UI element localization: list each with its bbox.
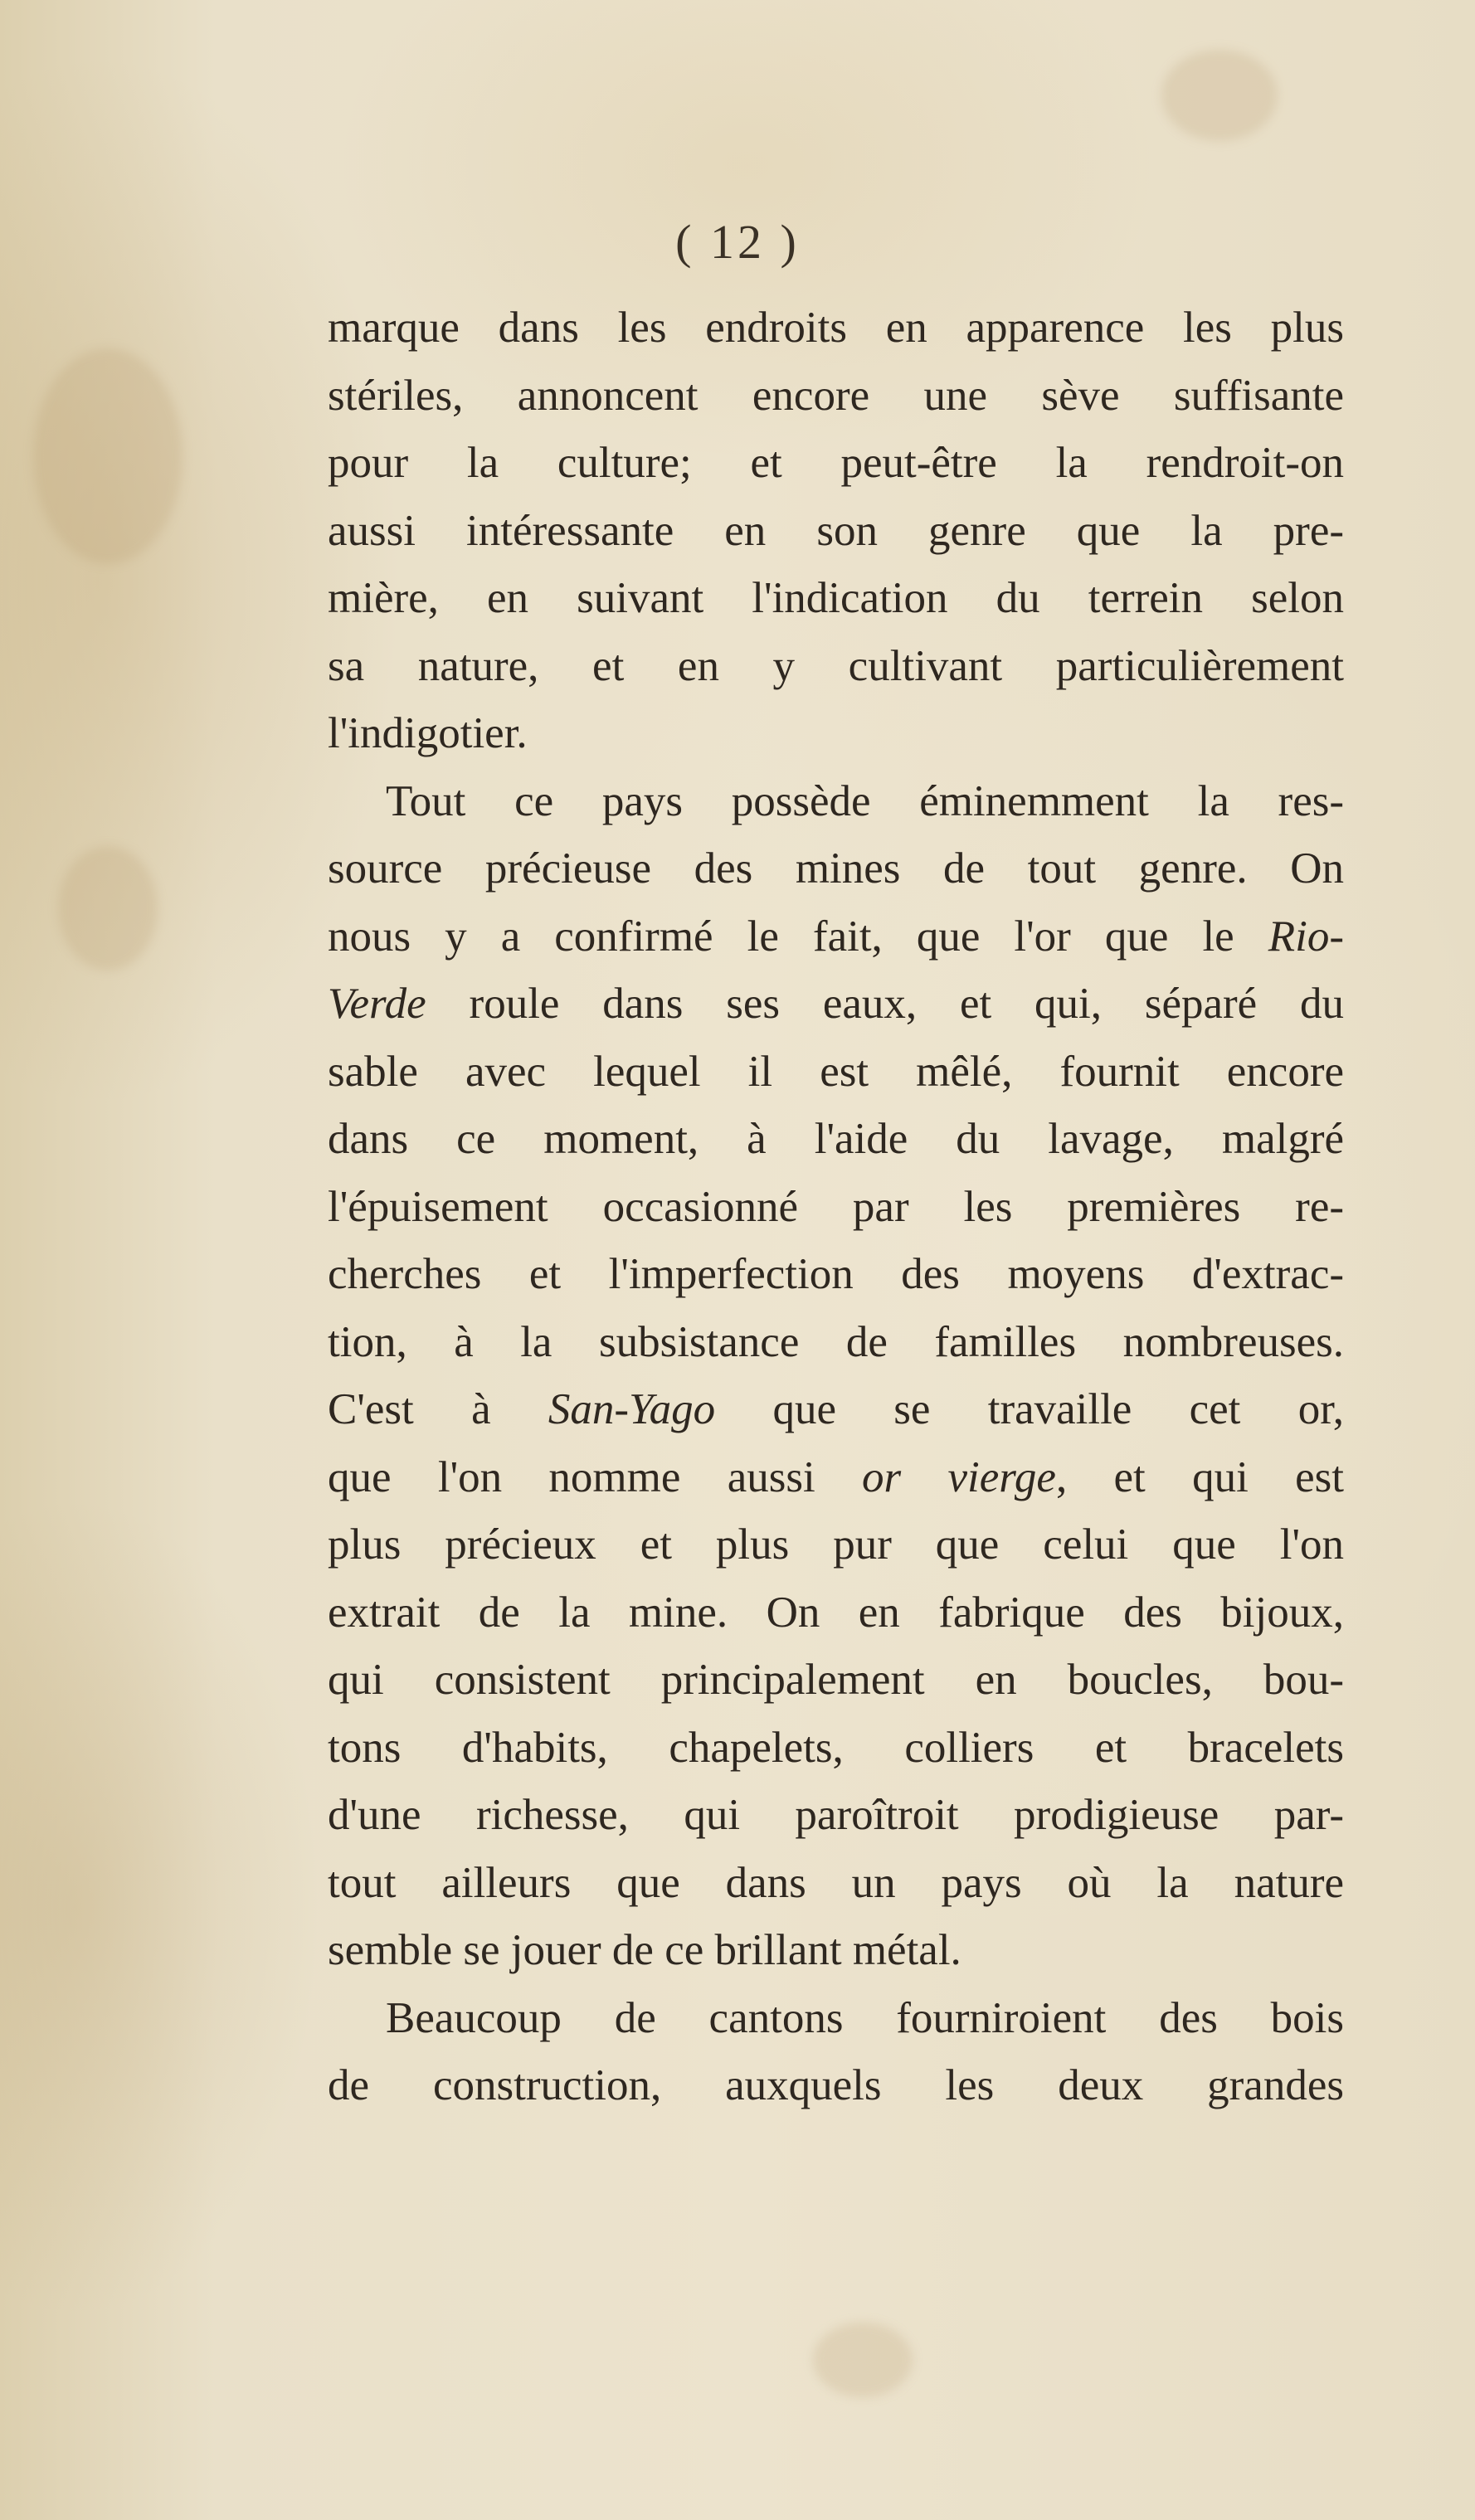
- paper-stain: [58, 846, 158, 971]
- text-line: l'indigotier.: [328, 709, 528, 757]
- italic-term: or vierge: [862, 1452, 1056, 1501]
- paper-stain: [1161, 50, 1278, 141]
- text-line: aussi intéressante en son genre que la pre-: [328, 506, 1344, 555]
- body-text: [328, 294, 1344, 2120]
- italic-place-name: Verde: [328, 980, 426, 1028]
- paper-stain: [813, 2323, 913, 2397]
- text-line: extrait de la mine. On en fabrique des bijoux,: [328, 1588, 1344, 1637]
- text-line: de construction, auxquels les deux grandes: [328, 2061, 1344, 2109]
- text-line: tons d'habits, chapelets, colliers et bracelets: [328, 1723, 1344, 1772]
- text-line: Verde roule dans ses eaux, et qui, séparé du: [328, 980, 1344, 1028]
- paragraph: [328, 1985, 1344, 2120]
- text-line: que l'on nomme aussi or vierge, et qui est: [328, 1452, 1344, 1501]
- paper-stain: [33, 348, 183, 564]
- text-line: marque dans les endroits en apparence les plus: [328, 304, 1344, 352]
- italic-place-name: San-Yago: [548, 1385, 716, 1433]
- text-line: sa nature, et en y cultivant particulièrement: [328, 641, 1344, 690]
- text-line: tout ailleurs que dans un pays où la nature: [328, 1858, 1344, 1907]
- page-number: ( 12 ): [675, 215, 800, 269]
- text-line: d'une richesse, qui paroîtroit prodigieuse par-: [328, 1791, 1344, 1839]
- text-line: qui consistent principalement en boucles, bou-: [328, 1656, 1344, 1704]
- text-line: Tout ce pays possède éminemment la res-: [386, 776, 1344, 825]
- text-line: pour la culture; et peut-être la rendroit-on: [328, 439, 1344, 487]
- text-line: tion, à la subsistance de familles nombreuses.: [328, 1317, 1344, 1366]
- text-line: sable avec lequel il est mêlé, fournit encore: [328, 1047, 1344, 1096]
- text-line: C'est à San-Yago que se travaille cet or,: [328, 1385, 1344, 1433]
- paragraph: [328, 768, 1344, 1985]
- text-line: l'épuisement occasionné par les premières re-: [328, 1182, 1344, 1231]
- italic-place-name: Rio-: [1268, 912, 1344, 961]
- paragraph: [328, 294, 1344, 768]
- text-line: semble se jouer de ce brillant métal.: [328, 1926, 961, 1974]
- text-line: plus précieux et plus pur que celui que l'on: [328, 1520, 1344, 1569]
- text-line: dans ce moment, à l'aide du lavage, malgré: [328, 1115, 1344, 1163]
- text-line: mière, en suivant l'indication du terrein selon: [328, 574, 1344, 622]
- text-line: stériles, annoncent encore une sève suffisante: [328, 371, 1344, 420]
- text-line: nous y a confirmé le fait, que l'or que le Rio-: [328, 912, 1344, 961]
- text-line: source précieuse des mines de tout genre. On: [328, 844, 1344, 893]
- text-line: cherches et l'imperfection des moyens d'extrac-: [328, 1250, 1344, 1298]
- text-line: Beaucoup de cantons fourniroient des bois: [386, 1993, 1344, 2042]
